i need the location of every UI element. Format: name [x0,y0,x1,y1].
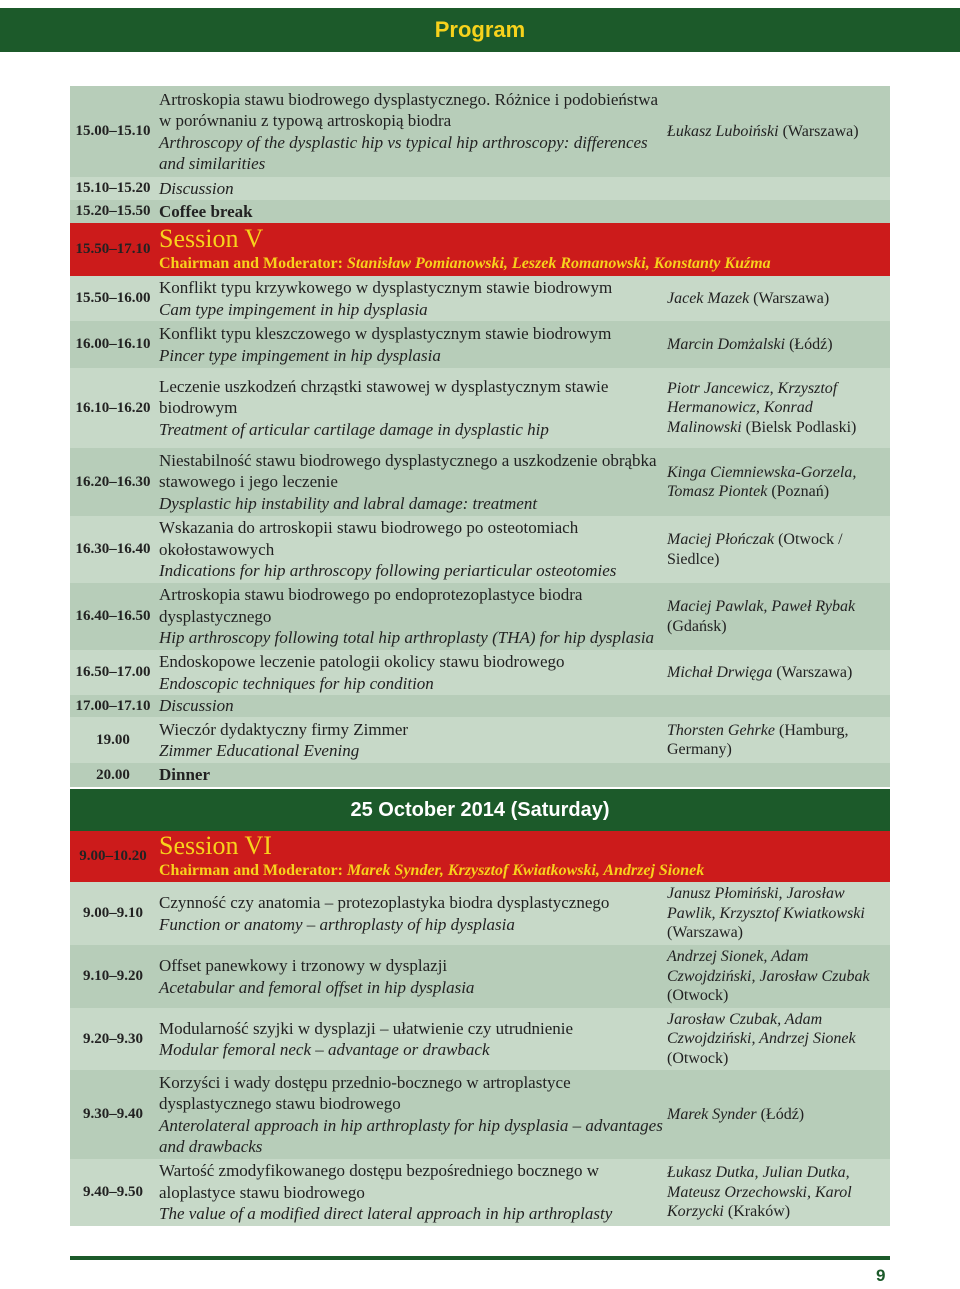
speaker [667,583,890,650]
session-header [70,831,890,883]
time-slot: 16.50–17.00 [75,664,151,680]
time-slot: 9.20–9.30 [83,1030,143,1047]
title-en: Endoscopic techniques for hip condition [159,673,434,693]
dinner-label: Dinner [159,765,210,785]
page-header [0,8,960,52]
title-en: Treatment of articular cartilage damage in dysplastic hip [159,419,549,439]
title-en: The value of a modified direct lateral approach in hip arthroplasty [159,1204,613,1224]
title-en: Zimmer Educational Evening [159,741,360,760]
speaker [667,650,890,695]
speaker-name: Maciej Płończak [667,531,775,548]
page-title: Program [434,17,526,42]
speaker-location: (Hamburg, Germany) [667,721,849,758]
talk-title [159,448,664,516]
title-pl: Endoskopowe leczenie patologii okolicy stawu biodrowego [159,652,565,671]
time-slot: 15.00–15.10 [75,123,151,139]
title-pl: Artroskopia stawu biodrowego po endoprotezoplastyce biodra dysplastycznego [159,585,583,626]
title-pl: Konflikt typu kleszczowego w dysplastycznym stawie biodrowym [159,324,612,343]
speaker-location: (Gdańsk) [667,617,727,635]
speaker-name: Kinga Ciemniewska-Gorzela, Tomasz Piontek [667,463,857,500]
program-row [70,86,890,178]
time-slot: 19.00 [96,731,130,748]
speaker [667,882,890,945]
speaker-location: (Warszawa) [753,289,830,307]
speaker [667,448,890,516]
talk-title [159,1070,664,1159]
talk-title [159,882,664,945]
time-slot: 9.30–9.40 [83,1106,143,1122]
program-row [70,1008,890,1071]
title-pl: Korzyści i wady dostępu przednio-bocznego w artroplastyce dysplastycznego stawu biodrowego [159,1072,571,1113]
speaker [667,368,890,448]
talk-title [159,276,664,321]
program-row [70,1070,890,1160]
title-en: Arthroscopy of the dysplastic hip vs typical hip arthroscopy: differences and similarities [159,132,648,173]
speaker-location: (Bielsk Podlaski) [745,418,857,436]
program-row [70,516,890,584]
program-row [70,695,890,718]
chair-label: Chairman and Moderator: [159,254,343,272]
time-slot: 15.50–17.10 [75,241,151,257]
chair-label: Chairman and Moderator: [159,861,343,879]
program-row [70,650,890,696]
time-slot: 16.30–16.40 [75,541,151,557]
session-title: Session V [159,223,264,253]
speaker-name: Jarosław Czubak, Adam Czwojdziński, Andrzej Sionek [667,1010,856,1048]
speaker [667,86,890,177]
speaker-name: Thorsten Gehrke [667,721,775,739]
title-en: Discussion [159,178,234,198]
talk-title [159,650,664,695]
title-en: Modular femoral neck – advantage or drawback [159,1040,490,1059]
speaker-location: (Warszawa) [667,924,743,942]
talk-title [159,1159,664,1226]
speaker [667,945,890,1008]
title-pl: Offset panewkowy i trzonowy w dysplazji [159,956,448,975]
speaker-location: (Kraków) [727,1203,791,1221]
title-pl: Artroskopia stawu biodrowego dysplastycznego. Różnice i podobieństwa w porównaniu z typową artroskopią biodra [159,89,659,130]
talk-title [159,516,664,583]
day-banner [70,789,890,831]
time-slot: 15.20–15.50 [75,203,151,219]
talk-title [159,695,879,717]
talk-title [159,763,879,787]
title-pl: Wieczór dydaktyczny firmy Zimmer [159,719,409,739]
program-row [70,321,890,369]
program-row [70,177,890,201]
program-row [70,448,890,517]
speaker [667,1008,890,1070]
title-en: Dysplastic hip instability and labral damage: treatment [159,493,538,513]
speaker [667,1070,890,1159]
title-pl: Czynność czy anatomia – protezoplastyka biodra dysplastycznego [159,893,610,912]
speaker [667,276,890,321]
speaker-name: Łukasz Dutka, Julian Dutka, Mateusz Orzechowski, Karol Korzycki [667,1164,852,1221]
program-row [70,276,890,322]
speaker-location: (Łódź) [760,1105,805,1123]
title-pl: Wartość zmodyfikowanego dostępu bezpośredniego bocznego w aloplastyce stawu biodrowego [159,1161,600,1202]
speaker [667,516,890,583]
speaker-name: Piotr Jancewicz, Krzysztof Hermanowicz, Konrad Malinowski [667,379,838,436]
session-chair [159,860,879,882]
session-header [70,223,890,277]
chair-names: Stanisław Pomianowski, Leszek Romanowski, Konstanty Kuźma [346,254,771,272]
title-en: Acetabular and femoral offset in hip dysplasia [159,977,475,997]
time-slot: 16.20–16.30 [75,473,151,490]
speaker-name: Maciej Pawlak, Paweł Rybak [667,598,856,615]
program-row [70,368,890,449]
footer-divider [70,1256,890,1260]
speaker-location: (Łódź) [789,335,833,353]
talk-title [159,945,664,1008]
title-en: Discussion [159,696,234,716]
program-row [70,1159,890,1227]
talk-title [159,1008,664,1070]
talk-title [159,200,879,223]
title-en: Hip arthroscopy following total hip arthroplasty (THA) for hip dysplasia [159,628,655,648]
session-title: Session VI [159,830,272,860]
time-slot: 16.40–16.50 [75,608,151,624]
title-en: Indications for hip arthroscopy following periarticular osteotomies [159,561,617,581]
time-slot: 15.50–16.00 [75,290,151,306]
program-row [70,945,890,1009]
page-number: 9 [876,1266,886,1285]
speaker-location: (Warszawa) [782,122,859,140]
program-row [70,717,890,764]
talk-title [159,177,879,200]
speaker-location: (Otwock) [667,1049,729,1067]
program-row [70,583,890,651]
title-en: Function or anatomy – arthroplasty of hip dysplasia [159,914,515,934]
title-en: Anterolateral approach in hip arthroplasty for hip dysplasia – advantages and drawbacks [159,1115,663,1156]
speaker-name: Łukasz Luboiński [667,122,779,140]
speaker-name: Jacek Mazek [667,289,750,307]
talk-title [159,86,664,177]
break-label: Coffee break [159,201,253,221]
time-slot: 9.10–9.20 [83,968,143,984]
speaker-name: Marcin Domżalski [667,335,786,353]
program-row [70,882,890,946]
time-slot: 17.00–17.10 [75,697,151,714]
speaker [667,321,890,368]
speaker-name: Andrzej Sionek, Adam Czwojdziński, Jarosław Czubak [667,948,870,985]
session-info [159,831,879,882]
speaker-location: (Warszawa) [776,663,853,681]
time-slot: 9.00–9.10 [83,905,143,921]
day-title: 25 October 2014 (Saturday) [350,798,610,821]
time-slot: 16.00–16.10 [75,336,151,352]
talk-title [159,368,664,448]
title-pl: Niestabilność stawu biodrowego dysplastycznego a uszkodzenie obrąbka stawowego i jego leczenie [159,450,657,492]
speaker-location: (Otwock) [667,987,729,1005]
time-slot: 20.00 [96,766,130,783]
session-chair [159,253,879,275]
talk-title [159,717,664,763]
time-slot: 9.00–10.20 [79,848,147,864]
time-slot: 16.10–16.20 [75,399,151,416]
program-row [70,763,890,788]
speaker-name: Janusz Płomiński, Jarosław Pawlik, Krzysztof Kwiatkowski [667,885,865,922]
title-pl: Konflikt typu krzywkowego w dysplastycznym stawie biodrowym [159,278,613,297]
speaker-location: (Poznań) [771,483,830,500]
session-info [159,223,879,276]
title-pl: Modularność szyjki w dysplazji – ułatwienie czy utrudnienie [159,1018,574,1038]
time-slot: 15.10–15.20 [75,180,151,196]
title-en: Pincer type impingement in hip dysplasia [159,345,441,365]
talk-title [159,583,664,650]
speaker-name: Michał Drwięga [667,663,773,681]
time-slot: 9.40–9.50 [83,1184,143,1200]
chair-names: Marek Synder, Krzysztof Kwiatkowski, Andrzej Sionek [346,861,705,879]
title-pl: Wskazania do artroskopii stawu biodrowego po osteotomiach okołostawowych [159,518,579,559]
speaker [667,717,890,763]
title-en: Cam type impingement in hip dysplasia [159,299,428,319]
program-row [70,200,890,224]
speaker-location: (Otwock / Siedlce) [667,531,843,568]
talk-title [159,321,664,368]
title-pl: Leczenie uszkodzeń chrząstki stawowej w dysplastycznym stawie biodrowym [159,376,609,418]
speaker-name: Marek Synder [667,1105,757,1123]
speaker [667,1159,890,1226]
